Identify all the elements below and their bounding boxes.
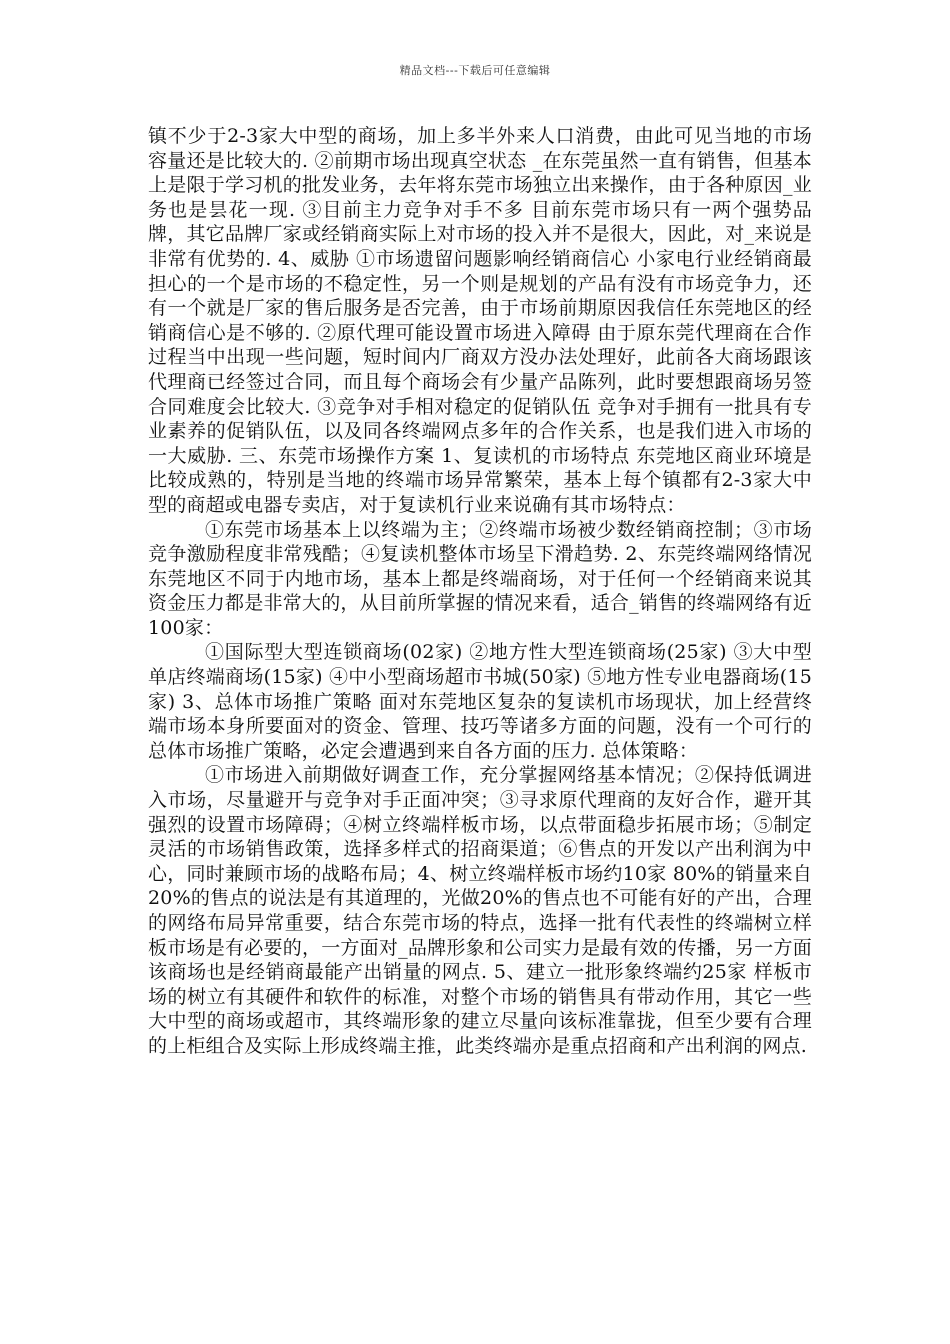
paragraph-4: ①市场进入前期做好调查工作，充分掌握网络基本情况；②保持低调进入市场，尽量避开与竞争对手正面冲突；③寻求原代理商的友好合作，避开其强烈的设置市场障碍；④树立终端样板市场，以点带面稳步拓展市场；⑤制定灵活的市场销售政策，选择多样式的招商渠道；⑥售点的开发以产出利润为中心，同时兼顾市场的战略布局；4、树立终端样板市场约10家 80%的销量来自20%的售点的说法是有其道理的，光做20%的售点也不可能有好的产出，合理的网络布局异常重要，结合东莞市场的特点，选择一批有代表性的终端树立样板市场是有必要的，一方面对_品牌形象和公司实力是最有效的传播，另一方面该商场也是经销商最能产出销量的网点. 5、建立一批形象终端约25家 样板市场的树立有其硬件和软件的标准，对整个市场的销售具有带动作用，其它一些大中型的商场或超市，其终端形象的建立尽量向该标准靠拢，但至少要有合理的上柜组合及实际上形成终端主推，此类终端亦是重点招商和产出利润的网点.: [148, 764, 812, 1057]
paragraph-2: ①东莞市场基本上以终端为主；②终端市场被少数经销商控制；③市场竞争激励程度非常残酷；④复读机整体市场呈下滑趋势. 2、东莞终端网络情况 东莞地区不同于内地市场，基本上都是终端商场，对于任何一个经销商来说其资金压力都是非常大的，从目前所掌握的情况来看，适合_销售的终端网络有近100家：: [148, 518, 812, 639]
page-header: 精品文档---下载后可任意编辑: [399, 64, 551, 77]
paragraph-1: 镇不少于2-3家大中型的商场，加上多半外来人口消费，由此可见当地的市场容量还是比较大的. ②前期市场出现真空状态 _在东莞虽然一直有销售，但基本上是限于学习机的批发业务，去年将东莞市场独立出来操作，由于各种原因_业务也是昙花一现. ③目前主力竞争对手不多 目前东莞市场只有一两个强势品牌，其它品牌厂家或经销商实际上对市场的投入并不是很大，因此，对_来说是非常有优势的. 4、威胁 ①市场遗留问题影响经销商信心 小家电行业经销商最担心的一个是市场的不稳定性，另一个则是规划的产品有没有市场竞争力，还有一个就是厂家的售后服务是否完善，由于市场前期原因我信任东莞地区的经销商信心是不够的. ②原代理可能设置市场进入障碍 由于原东莞代理商在合作过程当中出现一些问题，短时间内厂商双方没办法处理好，此前各大商场跟该代理商已经签过合同，而且每个商场会有少量产品陈列，此时要想跟商场另签合同难度会比较大. ③竞争对手相对稳定的促销队伍 竞争对手拥有一批具有专业素养的促销队伍，以及同各终端网点多年的合作关系，也是我们进入市场的一大威胁. 三、东莞市场操作方案 1、复读机的市场特点 东莞地区商业环境是比较成熟的，特别是当地的终端市场异常繁荣，基本上每个镇都有2-3家大中型的商超或电器专卖店，对于复读机行业来说确有其市场特点：: [148, 125, 812, 516]
paragraph-3: ①国际型大型连锁商场(02家) ②地方性大型连锁商场(25家) ③大中型单店终端商场(15家) ④中小型商场超市书城(50家) ⑤地方性专业电器商场(15家) 3、总体市场推广策略 面对东莞地区复杂的复读机市场现状，加上经营终端市场本身所要面对的资金、管理、技巧等诸多方面的问题，没有一个可行的总体市场推广策略，必定会遭遇到来自各方面的压力. 总体策略：: [148, 641, 812, 762]
document-body: [148, 124, 812, 1059]
